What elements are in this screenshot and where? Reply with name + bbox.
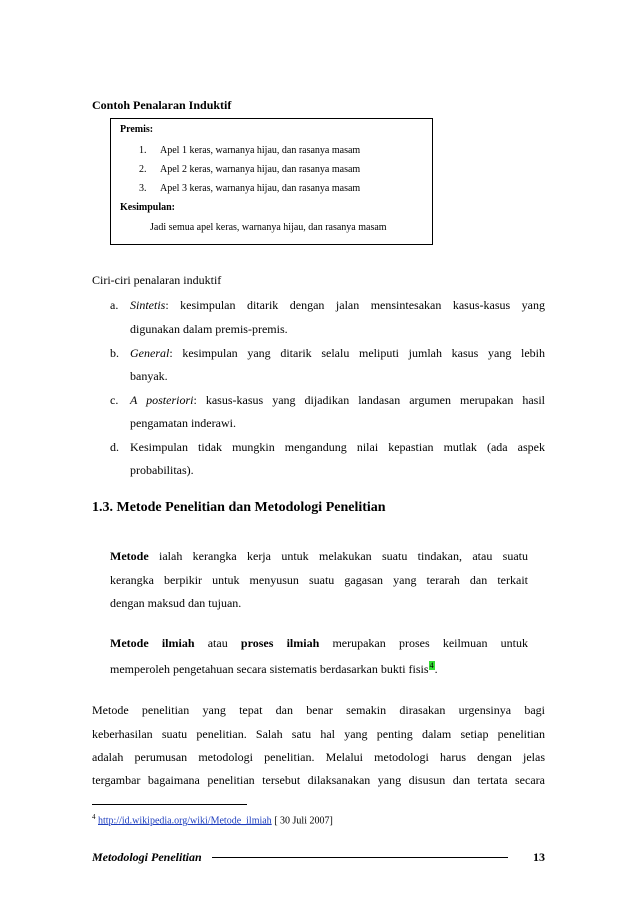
trait-c-term: A posteriori [130,393,194,407]
def2-text: merupakan proses keilmuan untuk [319,636,528,650]
trait-d-line2: probabilitas). [130,463,194,477]
trait-a-line2: digunakan dalam premis-premis. [130,322,288,336]
def2-conj: atau [194,636,241,650]
trait-b-letter: b. [110,346,119,360]
trait-b-text: : kesimpulan yang ditarik selalu meliputi jumlah kasus yang lebih [169,346,545,360]
footer-rule [212,857,508,858]
footnote-ref[interactable]: 4 [429,661,434,670]
example-heading: Contoh Penalaran Induktif [92,98,232,112]
def1-line2: kerangka berpikir untuk menyusun suatu gagasan yang terarah dan terkait [110,573,528,587]
trait-d-letter: d. [110,440,119,454]
trait-c-line1 [130,393,545,408]
def2-term2: proses ilmiah [240,636,320,650]
trait-b-line2: banyak. [130,369,168,383]
trait-c-text: : kasus-kasus yang dijadikan landasan argumen merupakan hasil [193,393,545,407]
trait-a-term: Sintetis [130,298,166,312]
def1-line1 [110,549,528,564]
conclusion-label: Kesimpulan: [120,202,176,213]
def2-line1 [110,636,528,651]
example-box [110,118,433,245]
traits-intro: Ciri-ciri penalaran induktif [92,273,222,287]
def2-line2-text: memperoleh pengetahuan secara sistematis berdasarkan bukti fisis [110,662,429,676]
trait-d-line1: Kesimpulan tidak mungkin mengandung nilai kepastian mutlak (ada aspek [130,440,545,454]
premise-1-num: 1. [139,145,147,156]
trait-b-term: General [130,346,170,360]
paragraph-line-1: Metode penelitian yang tepat dan benar semakin dirasakan urgensinya bagi [92,703,545,717]
premise-1-text: Apel 1 keras, warnanya hijau, dan rasanya masam [160,145,361,156]
premise-3-text: Apel 3 keras, warnanya hijau, dan rasanya masam [160,183,361,194]
footnote-number: 4 [92,813,96,821]
paragraph-line-2: keberhasilan suatu penelitian. Salah satu hal yang penting dalam setiap penelitian [92,727,545,741]
trait-a-text: : kesimpulan ditarik dengan jalan mensintesakan kasus-kasus yang [165,298,545,312]
premise-2-num: 2. [139,164,147,175]
paragraph-line-4: tergambar bagaimana penelitian tersebut dilaksanakan yang disusun dan tertata secara [92,773,545,787]
premis-label: Premis: [120,124,154,135]
section-title: 1.3. Metode Penelitian dan Metodologi Penelitian [92,500,386,515]
trait-c-letter: c. [110,393,119,407]
paragraph-line-3: adalah perumusan metodologi penelitian. Melalui metodologi harus dengan jelas [92,750,545,764]
footer-title: Metodologi Penelitian [92,850,202,864]
footnote [92,813,333,826]
conclusion-text: Jadi semua apel keras, warnanya hijau, dan rasanya masam [150,222,387,233]
def1-text: ialah kerangka kerja untuk melakukan suatu tindakan, atau suatu [148,549,528,563]
premise-2-text: Apel 2 keras, warnanya hijau, dan rasanya masam [160,164,361,175]
trait-c-line2: pengamatan inderawi. [130,416,236,430]
footnote-rule [92,804,247,805]
def2-line2 [110,661,438,677]
page-number: 13 [533,850,545,864]
footnote-date: [ 30 Juli 2007] [271,815,333,827]
trait-a-line1 [130,298,545,313]
premise-3-num: 3. [139,183,147,194]
def2-line2-end: . [434,662,438,676]
trait-b-line1 [130,346,545,361]
def2-term1: Metode ilmiah [110,636,195,650]
footnote-link[interactable]: http://id.wikipedia.org/wiki/Metode_ilmiah [98,815,272,827]
def1-line3: dengan maksud dan tujuan. [110,596,242,610]
trait-a-letter: a. [110,298,119,312]
def1-term: Metode [110,549,149,563]
